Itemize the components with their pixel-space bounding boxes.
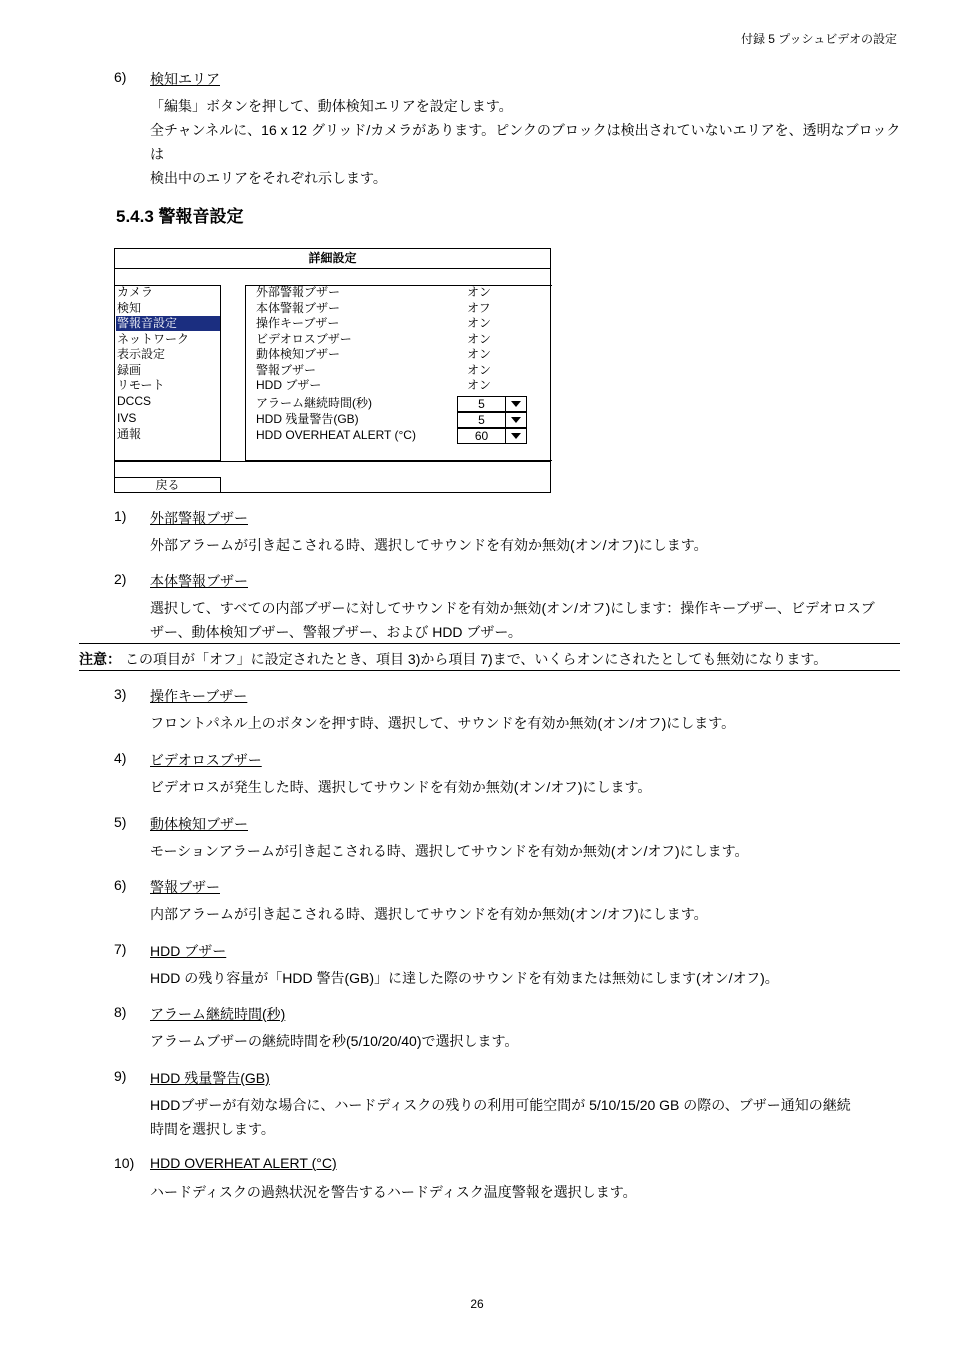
- item-description: [150, 1093, 902, 1141]
- item-description: [150, 533, 902, 557]
- dropdown-select[interactable]: [457, 412, 527, 428]
- item-number: 5): [114, 814, 127, 830]
- item-number: 6): [114, 69, 127, 85]
- menu-item[interactable]: DCCS: [117, 394, 152, 408]
- description-line: HDDブザーが有効な場合に、ハードディスクの残りの利用可能空間が 5/10/15/20 GB の際の、ブザー通知の継続: [150, 1097, 851, 1113]
- note-label: 注意：: [79, 651, 121, 667]
- item-number: 9): [114, 1068, 127, 1084]
- item-title: 本体警報ブザー: [150, 573, 248, 589]
- setting-label: HDD ブザー: [256, 378, 322, 392]
- item-number: 10): [114, 1155, 135, 1171]
- dropdown-value: 5: [478, 397, 485, 411]
- item-description: [150, 839, 902, 863]
- description-line: 検出中のエリアをそれぞれ示します。: [150, 170, 387, 186]
- setting-label: 警報ブザー: [256, 363, 317, 377]
- item-number: 1): [114, 508, 127, 524]
- description-line: 全チャンネルに、16 x 12 グリッド/カメラがあります。ピンクのブロックは検出されていないエリアを、透明なブロックは: [150, 122, 901, 162]
- dropdown-value: 60: [474, 429, 489, 443]
- description-line: HDD の残り容量が「HDD 警告(GB)」に達した際のサウンドを有効または無効にします(オン/オフ)。: [150, 970, 779, 986]
- setting-value[interactable]: オン: [467, 378, 492, 392]
- item-number: 7): [114, 941, 127, 957]
- menu-item[interactable]: 検知: [117, 301, 142, 315]
- item-description: [150, 711, 902, 735]
- note-text: この項目が「オフ」に設定されたとき、項目 3)から項目 7)まで、いくらオンにされたとしても無効になります。: [125, 651, 828, 667]
- item-title: HDD OVERHEAT ALERT (°C): [150, 1155, 337, 1171]
- item-number: 4): [114, 750, 127, 766]
- item-description: [150, 775, 902, 799]
- description-line: アラームブザーの継続時間を秒(5/10/20/40)で選択します。: [150, 1033, 519, 1049]
- description-line: ザー、動体検知ブザー、警報ブザー、および HDD ブザー。: [150, 624, 522, 640]
- page-number: 26: [470, 1297, 484, 1311]
- description-line: ハードディスクの過熱状況を警告するハードディスク温度警報を選択します。: [150, 1184, 637, 1200]
- setting-value[interactable]: オン: [467, 332, 492, 346]
- divider: [115, 268, 550, 269]
- item-title: 動体検知ブザー: [150, 816, 248, 832]
- item-number: 3): [114, 686, 127, 702]
- divider: [115, 461, 550, 462]
- item-title: アラーム継続時間(秒): [150, 1006, 286, 1022]
- description-line: ビデオロスが発生した時、選択してサウンドを有効か無効(オン/オフ)にします。: [150, 779, 652, 795]
- menu-item[interactable]: リモート: [117, 378, 165, 392]
- item-description: [150, 596, 902, 644]
- setting-label: 操作キーブザー: [256, 316, 340, 330]
- setting-label: 本体警報ブザー: [256, 301, 341, 315]
- item-title: HDD ブザー: [150, 943, 227, 959]
- item-description: [150, 902, 902, 926]
- description-line: モーションアラームが引き起こされる時、選択してサウンドを有効か無効(オン/オフ)にします。: [150, 843, 749, 859]
- menu-item[interactable]: 通報: [117, 427, 142, 441]
- note: [79, 649, 827, 669]
- dropdown-select[interactable]: [457, 396, 527, 412]
- setting-value[interactable]: オン: [467, 316, 492, 330]
- menu-item[interactable]: ネットワーク: [117, 332, 190, 346]
- note-top-rule: [79, 643, 900, 644]
- setting-value[interactable]: オン: [467, 285, 492, 299]
- page-header-title: 付録 5 プッシュビデオの設定: [740, 32, 897, 46]
- item-number: 2): [114, 571, 127, 587]
- description-line: 時間を選択します。: [150, 1121, 275, 1137]
- item-number: 8): [114, 1004, 127, 1020]
- setting-value[interactable]: オフ: [467, 301, 491, 315]
- item-number: 6): [114, 877, 127, 893]
- setting-label: アラーム継続時間(秒): [256, 396, 372, 410]
- setting-value[interactable]: オン: [467, 347, 492, 361]
- item-title: ビデオロスブザー: [150, 752, 262, 768]
- section-title: 5.4.3 警報音設定: [116, 207, 244, 226]
- item-description: [150, 966, 902, 990]
- description-line: 「編集」ボタンを押して、動体検知エリアを設定します。: [150, 98, 513, 114]
- note-bottom-rule: [79, 670, 900, 671]
- setting-label: 外部警報ブザー: [256, 285, 341, 299]
- menu-item[interactable]: 警報音設定: [116, 316, 220, 331]
- item-title: 操作キーブザー: [150, 688, 248, 704]
- item-title: 外部警報ブザー: [150, 510, 248, 526]
- description-line: フロントパネル上のボタンを押す時、選択して、サウンドを有効か無効(オン/オフ)にします。: [150, 715, 736, 731]
- menu-item[interactable]: 表示設定: [117, 347, 166, 361]
- dropdown-value: 5: [478, 413, 485, 427]
- item-description: [150, 94, 902, 190]
- item-title: 検知エリア: [150, 71, 220, 87]
- setting-label: HDD 残量警告(GB): [256, 412, 359, 426]
- setting-value[interactable]: オン: [467, 363, 492, 377]
- item-title: 警報ブザー: [150, 879, 220, 895]
- item-title: HDD 残量警告(GB): [150, 1070, 270, 1086]
- item-description: [150, 1029, 902, 1053]
- description-line: 内部アラームが引き起こされる時、選択してサウンドを有効か無効(オン/オフ)にします。: [150, 906, 708, 922]
- menu-item[interactable]: 録画: [117, 363, 142, 377]
- description-line: 選択して、すべての内部ブザーに対してサウンドを有効か無効(オン/オフ)にします：操作キーブザー、ビデオロスブ: [150, 600, 875, 616]
- setting-label: HDD OVERHEAT ALERT (°C): [256, 428, 416, 442]
- menu-item[interactable]: IVS: [117, 411, 137, 425]
- menu-item[interactable]: カメラ: [117, 285, 154, 299]
- chevron-down-icon[interactable]: [505, 413, 527, 427]
- setting-label: 動体検知ブザー: [256, 347, 341, 361]
- chevron-down-icon[interactable]: [505, 397, 527, 411]
- panel-title: 詳細設定: [308, 251, 357, 265]
- item-description: [150, 1180, 902, 1204]
- chevron-down-icon[interactable]: [505, 429, 527, 443]
- setting-label: ビデオロスブザー: [256, 332, 352, 346]
- description-line: 外部アラームが引き起こされる時、選択してサウンドを有効か無効(オン/オフ)にします。: [150, 537, 708, 553]
- back-button[interactable]: 戻る: [115, 477, 221, 493]
- dropdown-select[interactable]: [457, 428, 527, 444]
- settings-panel: [114, 248, 551, 493]
